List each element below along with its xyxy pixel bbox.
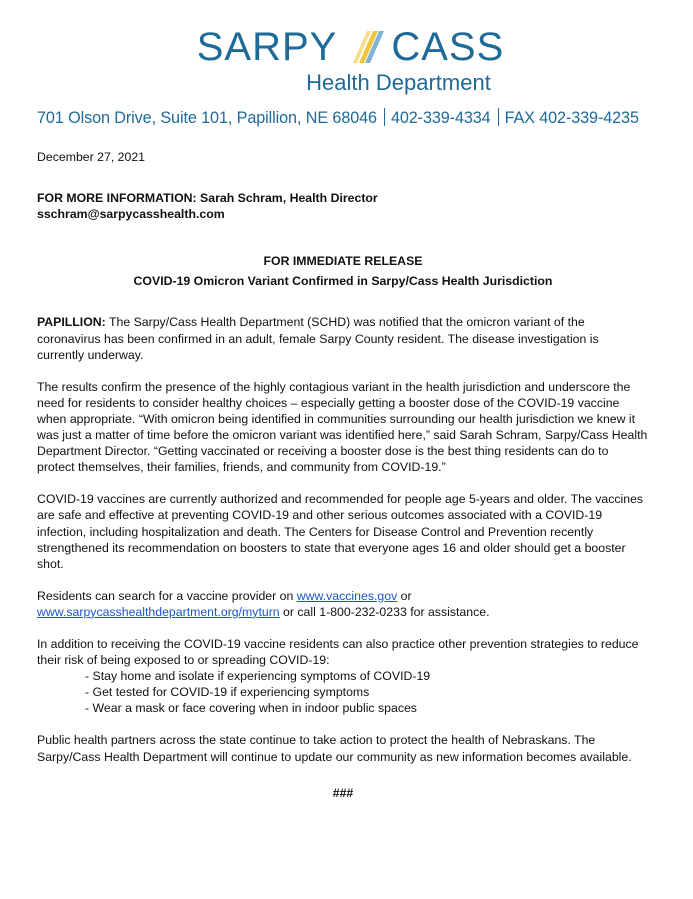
paragraph-4-mid: or	[397, 588, 412, 603]
paragraph-4	[37, 588, 649, 620]
divider	[384, 108, 385, 126]
divider	[498, 108, 499, 126]
paragraph-1-text: The Sarpy/Cass Health Department (SCHD) was notified that the omicron variant of the coronavirus has been confirmed in an adult, female Sarpy County resident. The disease investigation is currently underway.	[37, 315, 599, 362]
dateline: PAPILLION:	[37, 315, 106, 330]
list-item: - Wear a mask or face covering when in indoor public spaces	[85, 701, 417, 716]
list-item: - Get tested for COVID-19 if experiencing symptoms	[85, 685, 370, 700]
paragraph-4-prefix: Residents can search for a vaccine provider on	[37, 588, 297, 603]
fax-number: FAX 402-339-4235	[504, 109, 639, 127]
paragraph-1	[37, 314, 649, 362]
street-address: 701 Olson Drive, Suite 101, Papillion, NE 68046	[37, 109, 377, 127]
document-body	[37, 149, 649, 801]
logo-slash-icon	[339, 27, 389, 67]
logo-wordmark	[4, 24, 693, 70]
release-headline: COVID-19 Omicron Variant Confirmed in Sarpy/Cass Health Jurisdiction	[133, 274, 553, 289]
list-item: - Stay home and isolate if experiencing symptoms of COVID-19	[85, 669, 431, 684]
paragraph-3: COVID-19 vaccines are currently authorized and recommended for people age 5-years and older. The vaccines are safe and effective at preventing COVID-19 and other serious outcomes associated with a COVID-19 infection, including hospitalization and death. The Centers for Disease Control and Prevention recently strengthened its recommendation on boosters to state that everyone ages 16 and older should get a booster shot.	[37, 492, 644, 571]
logo-subtitle: Health Department	[306, 70, 491, 95]
prevention-list	[37, 668, 649, 716]
logo-word-cass: CASS	[391, 25, 505, 69]
release-label: FOR IMMEDIATE RELEASE	[263, 254, 423, 269]
vaccines-gov-link[interactable]: www.vaccines.gov	[296, 588, 398, 603]
paragraph-2: The results confirm the presence of the highly contagious variant in the health jurisdiction and underscore the need for residents to consider healthy choices – especially getting a booster dose of the COVID-19 vaccine when appropriate. “With omicron being identified in communities surrounding our health jurisdiction we knew it was just a matter of time before the omicron variant was identified here,” said Sarah Schram, Sarpy/Cass Health Department Director. “Getting vaccinated or receiving a booster dose is the best thing residents can do to protect themselves, their families, friends, and community from COVID-19.”	[37, 379, 648, 475]
myturn-link[interactable]: www.sarpycasshealthdepartment.org/myturn	[37, 604, 280, 619]
paragraph-4-suffix: or call 1-800-232-0233 for assistance.	[279, 604, 490, 619]
sarpy-cass-logo	[0, 24, 693, 96]
paragraph-6: Public health partners across the state continue to take action to protect the health of Nebraskans. The Sarpy/Cass Health Department will continue to update our community as new information becomes available.	[37, 733, 632, 764]
paragraph-5: In addition to receiving the COVID-19 vaccine residents can also practice other prevention strategies to reduce their risk of being exposed to or spreading COVID-19:	[37, 636, 639, 668]
contact-info-line: FOR MORE INFORMATION: Sarah Schram, Health Director	[37, 191, 378, 206]
phone-number: 402-339-4334	[390, 109, 491, 127]
letterhead-address-line	[37, 108, 639, 128]
end-mark: ###	[332, 785, 354, 800]
contact-email: sschram@sarpycasshealth.com	[37, 207, 225, 222]
release-date: December 27, 2021	[37, 150, 146, 164]
logo-word-sarpy: SARPY	[196, 25, 338, 69]
